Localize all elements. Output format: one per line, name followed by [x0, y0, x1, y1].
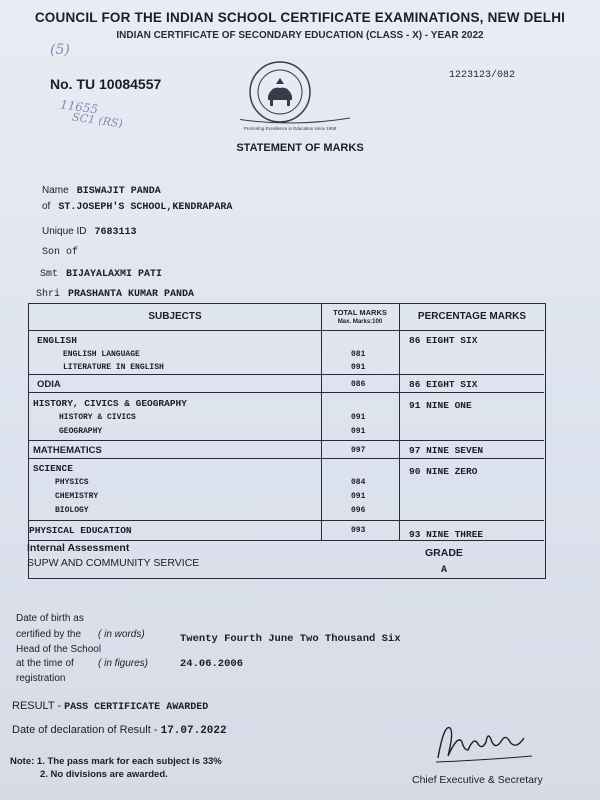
- in-figures-label: ( in figures): [98, 658, 149, 669]
- row-rule-pe: [29, 540, 544, 541]
- mother-row: [40, 268, 162, 280]
- svg-text:Promoting Excellence in Educat: Promoting Excellence in Education since 1958: [243, 126, 337, 131]
- subject-english: ENGLISH: [37, 335, 77, 346]
- marks-physics: 084: [351, 478, 366, 487]
- header-rule: [29, 330, 544, 331]
- supw-grade: A: [441, 565, 448, 576]
- total-marks-header: TOTAL MARKS: [333, 308, 387, 317]
- row-rule-science: [29, 520, 544, 521]
- son-of-label: Son of: [42, 247, 79, 258]
- subject-physics: PHYSICS: [55, 478, 89, 487]
- supw-label: SUPW AND COMMUNITY SERVICE: [27, 557, 200, 569]
- declaration-date: 17.07.2022: [160, 725, 227, 737]
- marks-table: [28, 303, 546, 579]
- school-name: ST.JOSEPH'S SCHOOL,KENDRAPARA: [58, 202, 233, 213]
- marks-english-language: 081: [351, 350, 366, 359]
- dob-label-2: certified by the: [16, 629, 82, 640]
- dob-in-figures: 24.06.2006: [180, 658, 244, 670]
- subject-science: SCIENCE: [33, 463, 73, 474]
- school-row: [42, 201, 232, 213]
- handwritten-note-number: 11655: [59, 97, 99, 117]
- result-value: PASS CERTIFICATE AWARDED: [64, 702, 209, 713]
- percent-maths: 97 NINE SEVEN: [409, 445, 484, 456]
- subject-biology: BIOLOGY: [55, 506, 89, 515]
- council-emblem-logo: [240, 58, 360, 138]
- marks-biology: 096: [351, 506, 366, 515]
- dob-in-words: Twenty Fourth June Two Thousand Six: [180, 633, 401, 645]
- declaration-row: [12, 724, 227, 737]
- name-row: [42, 185, 161, 197]
- marks-geography: 091: [351, 427, 366, 436]
- dob-label-5: registration: [16, 673, 66, 684]
- col-divider-percent: [399, 304, 400, 540]
- dob-label-3: Head of the School: [16, 644, 102, 655]
- internal-assessment-label: Internal Assessment: [27, 542, 130, 554]
- marks-history: 091: [351, 413, 366, 422]
- serial-number: 1223123/082: [448, 70, 515, 81]
- grade-label: GRADE: [425, 547, 463, 559]
- certificate-number: No. TU 10084557: [50, 76, 162, 92]
- result-row: [12, 700, 208, 713]
- subject-pe: PHYSICAL EDUCATION: [29, 525, 132, 536]
- note-divisions: 2. No divisions are awarded.: [40, 769, 168, 780]
- note-pass-mark: Note: 1. The pass mark for each subject is 33%: [10, 756, 222, 767]
- statement-title: STATEMENT OF MARKS: [236, 142, 364, 154]
- chief-executive-signature: [430, 720, 540, 768]
- subject-history: HISTORY & CIVICS: [59, 413, 136, 422]
- percent-pe: 93 NINE THREE: [409, 529, 484, 540]
- unique-id: 7683113: [94, 227, 137, 238]
- row-rule-english: [29, 374, 544, 375]
- percent-science: 90 NINE ZERO: [409, 466, 478, 477]
- subject-maths: MATHEMATICS: [33, 445, 102, 456]
- uid-row: [42, 226, 136, 238]
- uid-label: Unique ID: [42, 226, 87, 237]
- mother-name: BIJAYALAXMI PATI: [66, 269, 163, 280]
- subject-odia: ODIA: [37, 379, 61, 390]
- signatory-title: Chief Executive & Secretary: [412, 774, 543, 786]
- percent-hcg: 91 NINE ONE: [409, 400, 472, 411]
- in-words-label: ( in words): [98, 629, 145, 640]
- row-rule-maths: [29, 458, 544, 459]
- dob-label-4: at the time of: [16, 658, 74, 669]
- shri-label: Shri: [36, 289, 61, 300]
- certificate-subheading: INDIAN CERTIFICATE OF SECONDARY EDUCATION (CLASS - X) - YEAR 2022: [116, 30, 484, 41]
- percent-odia: 86 EIGHT SIX: [409, 379, 478, 390]
- declaration-label: Date of declaration of Result -: [12, 724, 158, 736]
- subject-literature: LITERATURE IN ENGLISH: [63, 363, 164, 372]
- row-rule-odia: [29, 392, 544, 393]
- marks-maths: 097: [351, 446, 366, 455]
- smt-label: Smt: [40, 269, 59, 280]
- subject-english-language: ENGLISH LANGUAGE: [63, 350, 140, 359]
- subject-geography: GEOGRAPHY: [59, 427, 103, 436]
- handwritten-note-circle: (5): [50, 42, 70, 58]
- subjects-header: SUBJECTS: [148, 311, 202, 322]
- dob-label-1: Date of birth as: [16, 613, 84, 624]
- marks-pe: 093: [351, 526, 366, 535]
- council-heading: COUNCIL FOR THE INDIAN SCHOOL CERTIFICATE EXAMINATIONS, NEW DELHI: [34, 10, 566, 25]
- father-row: [36, 288, 194, 300]
- marks-odia: 086: [351, 380, 366, 389]
- row-rule-hcg: [29, 440, 544, 441]
- result-label: RESULT -: [12, 700, 62, 712]
- of-label: of: [42, 201, 51, 212]
- subject-chemistry: CHEMISTRY: [55, 492, 99, 501]
- handwritten-note-code: SC1 (RS): [71, 110, 124, 131]
- max-marks-note: Max. Marks:100: [337, 319, 383, 325]
- col-divider-total: [321, 304, 322, 540]
- marks-literature: 091: [351, 363, 366, 372]
- percentage-header: PERCENTAGE MARKS: [417, 311, 527, 322]
- percent-english: 86 EIGHT SIX: [409, 335, 478, 346]
- candidate-name: BISWAJIT PANDA: [76, 186, 161, 197]
- marks-chemistry: 091: [351, 492, 366, 501]
- subject-hcg: HISTORY, CIVICS & GEOGRAPHY: [33, 398, 187, 409]
- father-name: PRASHANTA KUMAR PANDA: [68, 289, 195, 300]
- name-label: Name: [42, 185, 69, 196]
